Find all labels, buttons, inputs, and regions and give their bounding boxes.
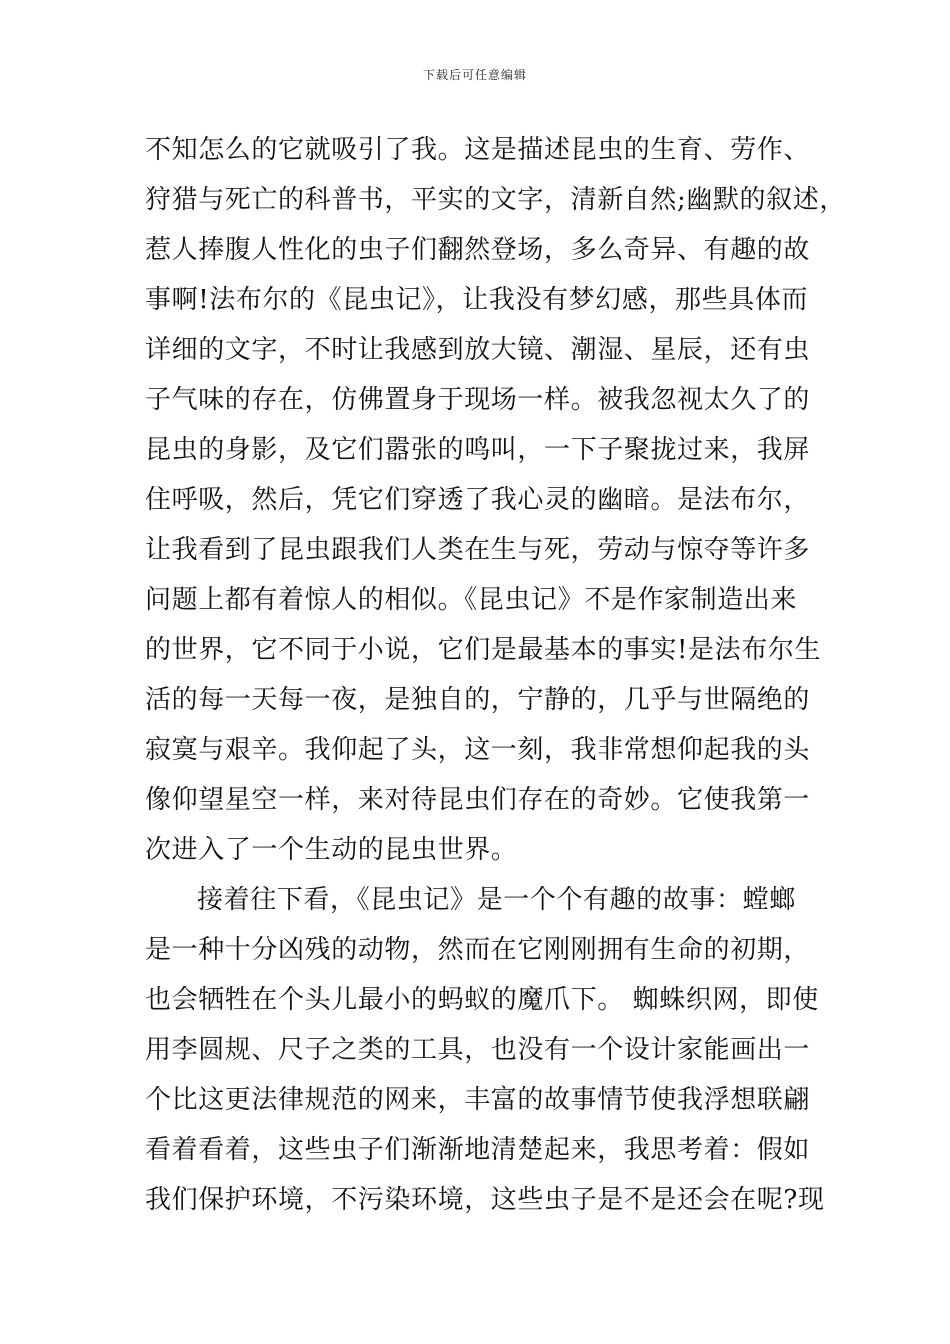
- text-line: 问题上都有着惊人的相似。《昆虫记》不是作家制造出来: [145, 585, 798, 615]
- text-line: 我们保护环境，不污染环境，这些虫子是不是还会在呢?现: [145, 1185, 825, 1215]
- text-line: 寂寞与艰辛。我仰起了头，这一刻，我非常想仰起我的头: [145, 735, 811, 765]
- text-line: 事啊!法布尔的《昆虫记》，让我没有梦幻感，那些具体而: [145, 285, 809, 315]
- document-body: [145, 125, 846, 1225]
- text-line: 个比这更法律规范的网来，丰富的故事情节使我浮想联翩: [145, 1085, 811, 1115]
- text-line: 也会牺牲在个头儿最小的蚂蚁的魔爪下。 蜘蛛织网，即使: [145, 985, 819, 1015]
- text-line: 不知怎么的它就吸引了我。这是描述昆虫的生育、劳作、: [145, 135, 811, 165]
- paragraph-1: [145, 125, 846, 875]
- text-line: 活的每一天每一夜，是独自的，宁静的，几乎与世隔绝的: [145, 685, 811, 715]
- page-header: 下载后可任意编辑: [422, 68, 527, 82]
- text-line: 详细的文字，不时让我感到放大镜、潮湿、星辰，还有虫: [145, 335, 811, 365]
- text-line: 惹人捧腹人性化的虫子们翻然登场，多么奇异、有趣的故: [145, 235, 811, 265]
- paragraph-2: [145, 875, 825, 1225]
- text-line: 住呼吸，然后，凭它们穿透了我心灵的幽暗。是法布尔，: [145, 485, 811, 515]
- text-line: 像仰望星空一样，来对待昆虫们存在的奇妙。它使我第一: [145, 785, 811, 815]
- text-line: 的世界，它不同于小说，它们是最基本的事实!是法布尔生: [145, 635, 822, 665]
- text-line: 让我看到了昆虫跟我们人类在生与死，劳动与惊夺等许多: [145, 535, 811, 565]
- text-line: 用李圆规、尺子之类的工具，也没有一个设计家能画出一: [145, 1035, 811, 1065]
- text-line: 接着往下看，《昆虫记》是一个个有趣的故事：螳螂: [197, 885, 796, 915]
- text-line: 狩猎与死亡的科普书，平实的文字，清新自然;幽默的叙述，: [145, 185, 846, 215]
- text-line: 看着看着，这些虫子们渐渐地清楚起来，我思考着：假如: [145, 1135, 811, 1165]
- text-line: 子气味的存在，仿佛置身于现场一样。被我忽视太久了的: [145, 385, 811, 415]
- text-line: 昆虫的身影，及它们嚣张的鸣叫，一下子聚拢过来，我屏: [145, 435, 811, 465]
- text-line: 次进入了一个生动的昆虫世界。: [145, 835, 518, 865]
- text-line: 是一种十分凶残的动物，然而在它刚刚拥有生命的初期，: [145, 935, 811, 965]
